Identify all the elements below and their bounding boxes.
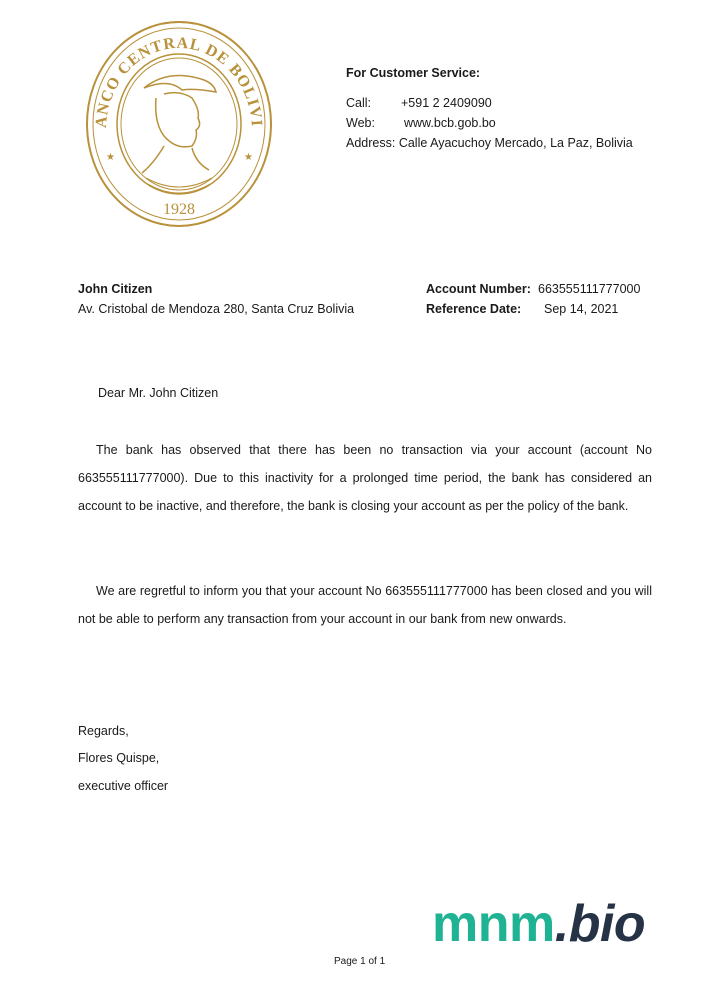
watermark-part1: mnm xyxy=(432,895,555,953)
customer-service-title: For Customer Service: xyxy=(346,66,481,80)
account-number-value: 663555111777000 xyxy=(538,282,641,296)
svg-text:★: ★ xyxy=(106,152,115,163)
greeting: Dear Mr. John Citizen xyxy=(98,386,219,400)
web-row xyxy=(346,116,496,130)
address-label: Address: xyxy=(346,136,396,150)
svg-text:BANCO CENTRAL DE BOLIVIA: ANCO CENTRAL DE BOLIVI xyxy=(92,34,266,129)
address-value: Calle Ayacuchoy Mercado, La Paz, Bolivia xyxy=(398,136,633,150)
account-number-label: Account Number: xyxy=(426,282,531,296)
call-row xyxy=(346,96,492,110)
closing: Regards, xyxy=(78,724,129,738)
recipient-address: Av. Cristobal de Mendoza 280, Santa Cruz Bolivia xyxy=(78,302,355,316)
web-label: Web: xyxy=(346,116,375,130)
recipient-name: John Citizen xyxy=(78,282,153,296)
call-label: Call: xyxy=(346,96,372,110)
paragraph-2: We are regretful to inform you that your account No 663555111777000 has been closed and you will not be able to perform any transaction from your account in our bank from new onwards. xyxy=(78,584,652,626)
reference-date-label: Reference Date: xyxy=(426,302,522,316)
seal-year: 1928 xyxy=(163,201,195,218)
reference-date-value: Sep 14, 2021 xyxy=(544,302,619,316)
web-value: www.bcb.gob.bo xyxy=(404,116,496,130)
svg-text:★: ★ xyxy=(244,152,253,163)
watermark-part2: .bio xyxy=(554,895,646,953)
bank-seal-logo xyxy=(84,18,274,230)
paragraph-1: The bank has observed that there has been no transaction via your account (account No 663555111777000). Due to this inactivity for a prolonged time period, the bank has considered an account to be inactive, and therefore, the bank is closing your account as per the policy of the bank. xyxy=(78,443,652,513)
signer-name: Flores Quispe, xyxy=(78,751,160,765)
call-value: +591 2 2409090 xyxy=(401,96,492,110)
watermark-logo xyxy=(432,895,646,953)
page-number: Page 1 of 1 xyxy=(334,956,386,967)
account-number-row xyxy=(426,282,640,296)
address-row xyxy=(346,136,633,150)
signer-title: executive officer xyxy=(78,779,169,793)
reference-date-row xyxy=(426,302,618,316)
